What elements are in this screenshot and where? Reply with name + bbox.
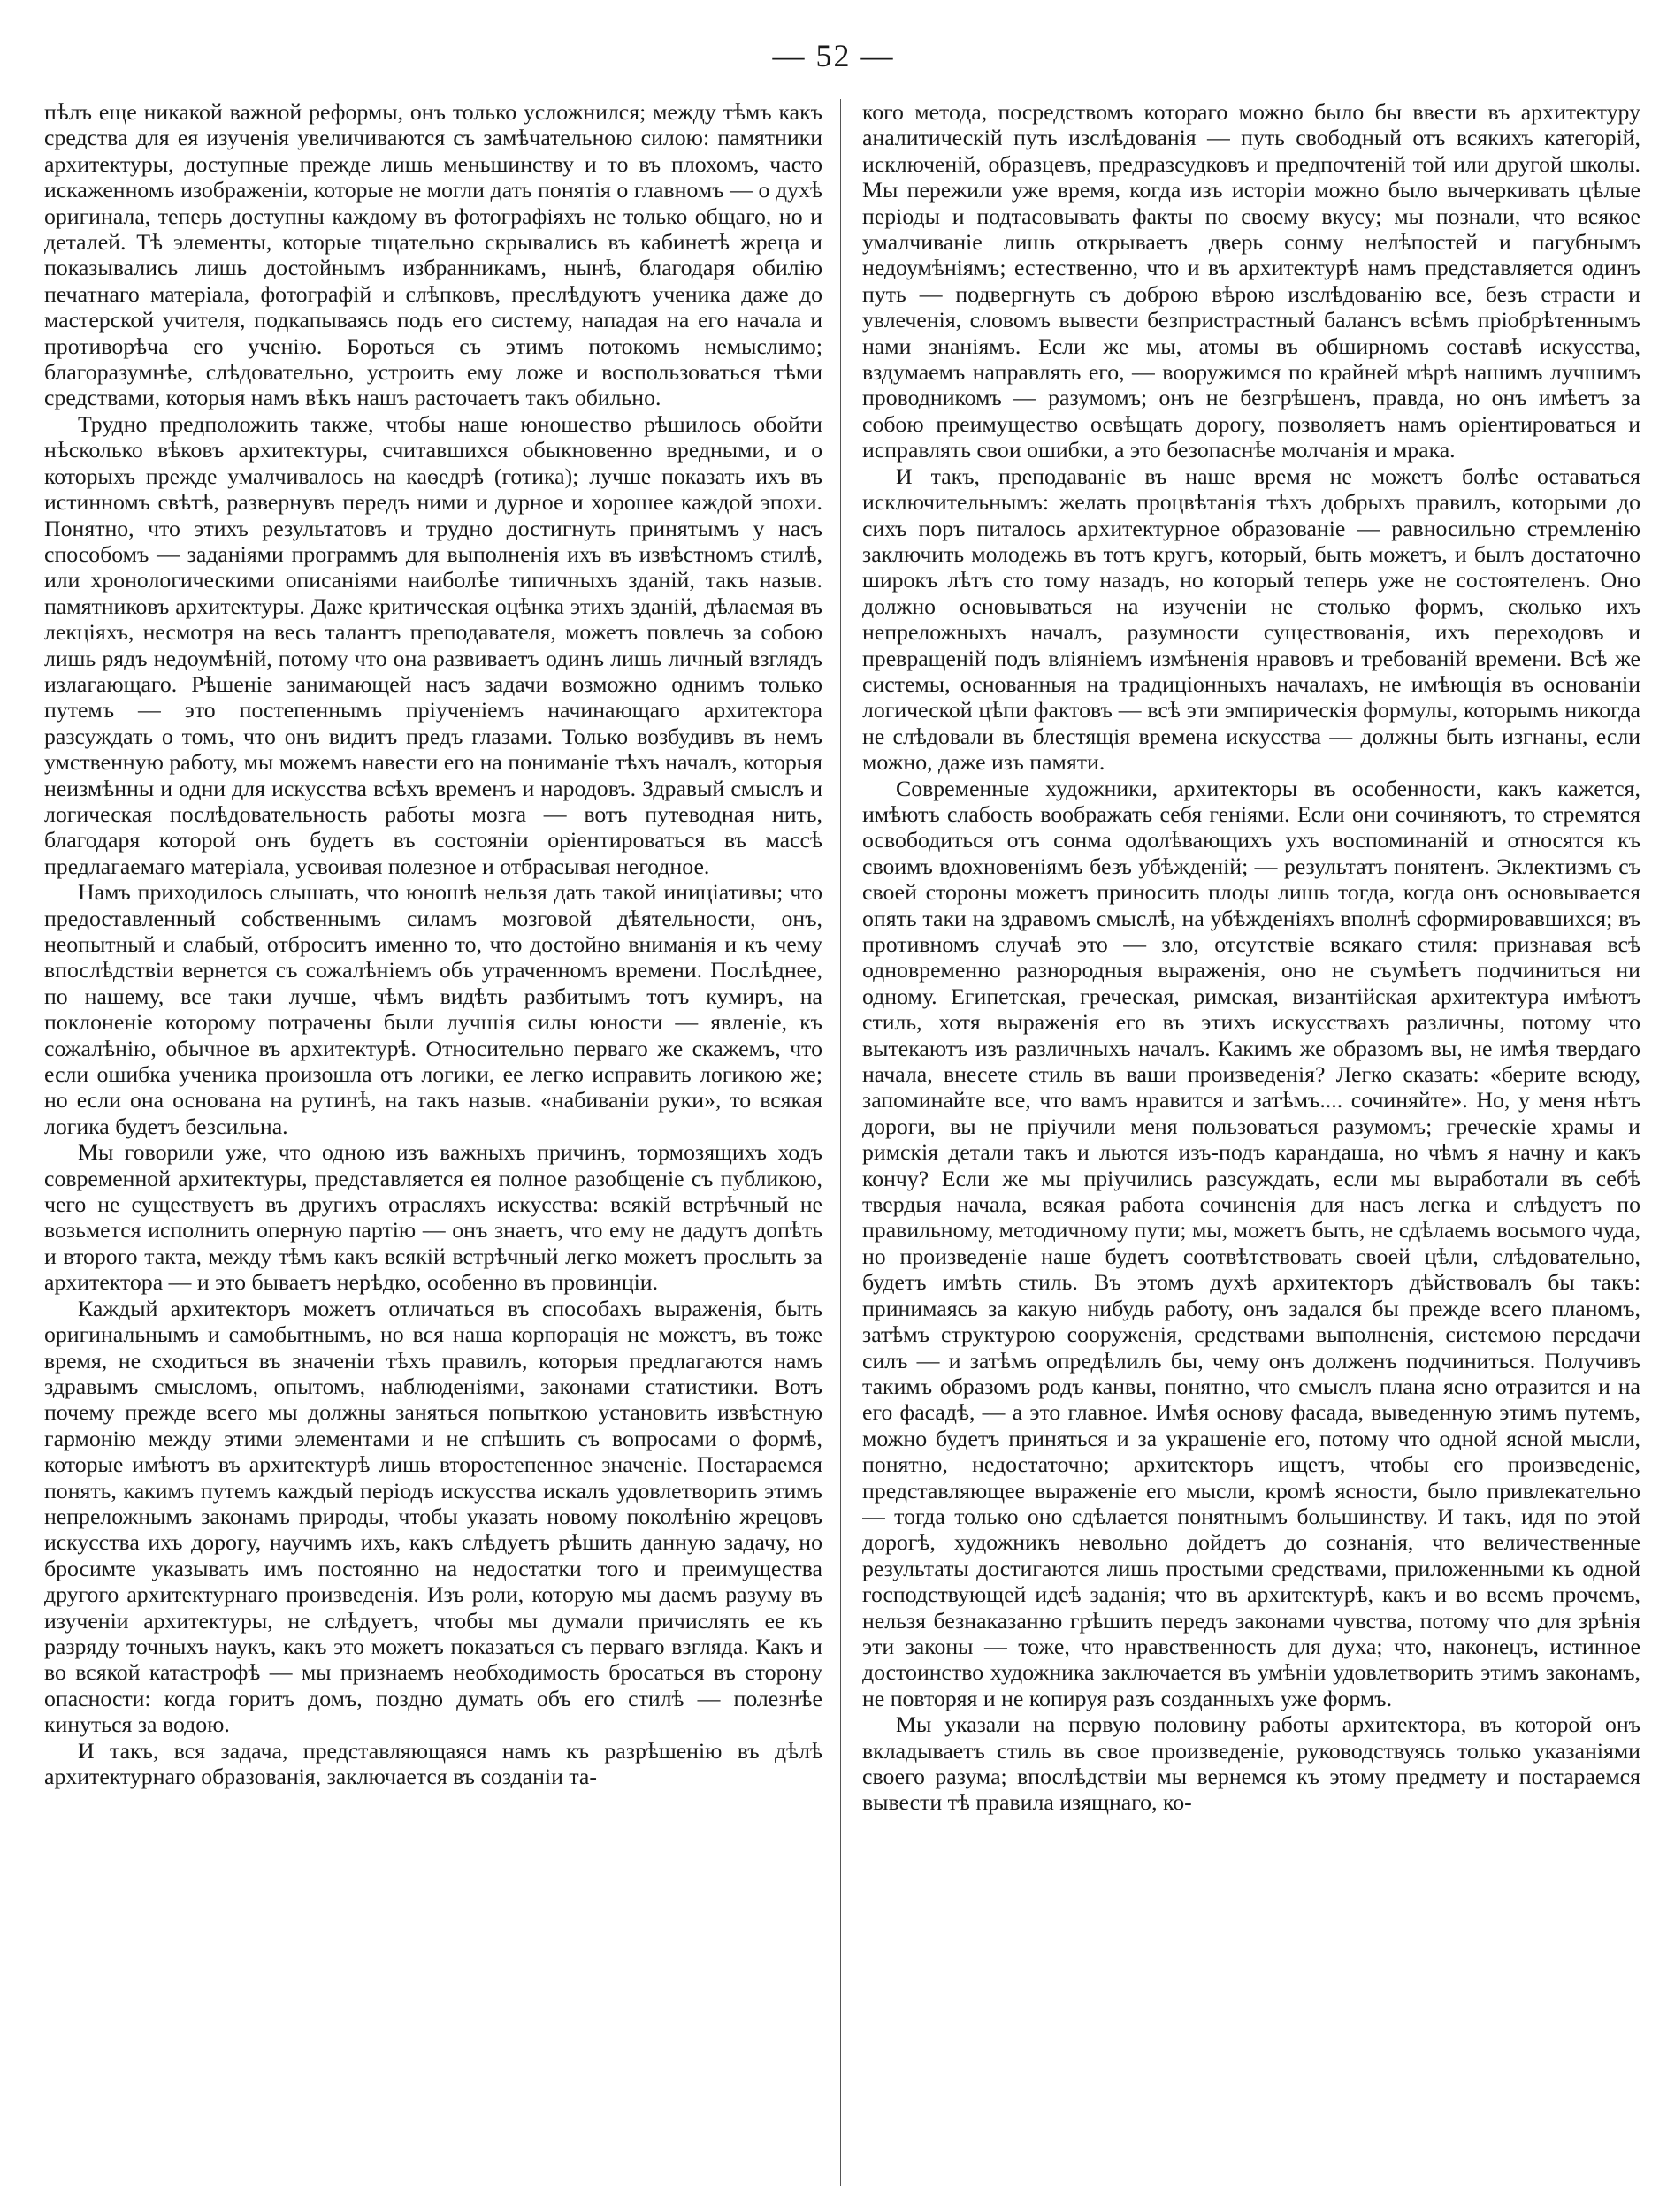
paragraph: Современные художники, архитекторы въ особенности, какъ кажется, имѣютъ слабость воображать себя геніями. Если они сочиняютъ, то стремятся освободиться отъ сонма одолѣвающихъ ухъ воспоминаній и относятся къ своимъ вдохновеніямъ безъ убѣжденій; — результатъ понятенъ. Эклектизмъ съ своей стороны можетъ приносить плоды лишь тогда, когда онъ основывается опять таки на здравомъ смыслѣ, на убѣжденіяхъ вполнѣ сформировавшихся; въ противномъ случаѣ это — зло, отсутствіе всякаго стиля: признавая всѣ одновременно разнородныя выраженія, оно не съумѣетъ подчиниться ни одному. Египетская, греческая, римская, византійская архитектура имѣютъ стиль, хотя выраженія его въ этихъ искусствахъ различны, потому что вытекаютъ изъ различныхъ началъ. Какимъ же образомъ вы, не имѣя твердаго начала, внесете стиль въ ваши произведенія? Легко сказать: «берите всюду, запоминайте все, что вамъ нравится и затѣмъ.... сочиняйте». Но, у меня нѣтъ дороги, вы не пріучили меня пользоваться разумомъ; греческіе храмы и римскія детали такъ и льются изъ-подъ карандаша, но чѣмъ я начну и какъ кончу? Если же мы пріучились разсуждать, если мы выработали въ себѣ твердыя начала, всякая работа сочиненія для насъ легка и слѣдуетъ по правильному, методичному пути; мы, можетъ быть, не сдѣлаемъ восьмого чуда, но произведеніе наше будетъ соотвѣтствовать своей цѣли, слѣдовательно, будетъ имѣть стиль. Въ этомъ духѣ архитекторъ дѣйствовалъ бы такъ: принимаясь за какую нибудь работу, онъ задался бы прежде всего планомъ, затѣмъ структурою сооруженія, средствами выполненія, системою передачи силъ — и затѣмъ опредѣлилъ бы, чему онъ долженъ подчиниться. Получивъ такимъ образомъ родъ канвы, понятно, что смыслъ плана ясно отразится и на его фасадѣ, — а это главное. Имѣя основу фасада, выведенную этимъ путемъ, можно будетъ приняться и за украшеніе его, потому что одной ясной мысли, понятно, недостаточно; архитекторъ ищетъ, чтобы его произведеніе, представляющее выраженіе его мысли, кромѣ ясности, было привлекательно — тогда только оно сдѣлается понятнымъ большинству. И такъ, идя по этой дорогѣ, художникъ невольно дойдетъ до сознанія, что величественные результаты достигаются лишь простыми средствами, приложенными къ одной господствующей идеѣ заданія; что въ архитектурѣ, какъ и во всемъ прочемъ, нельзя безнаказанно грѣшить передъ законами чувства, потому что для зрѣнія эти законы — тоже, что нравственность для духа; что, наконецъ, истинное достоинство художника заключается въ умѣніи удовлетворить этимъ законамъ, не повторяя и не копируя разъ созданныхъ уже формъ. [862, 775, 1640, 1711]
paragraph: Каждый архитекторъ можетъ отличаться въ способахъ выраженія, быть оригинальнымъ и самобытнымъ, но вся наша корпорація не можетъ, въ тоже время, не сходиться въ значеніи тѣхъ правилъ, которыя предлагаются намъ здравымъ смысломъ, опытомъ, наблюденіями, законами статистики. Вотъ почему прежде всего мы должны заняться попыткою установить извѣстную гармонію между этими элементами и не спѣшить съ вопросами о формѣ, которые имѣютъ въ архитектурѣ лишь второстепенное значеніе. Постараемся понять, какимъ путемъ каждый періодъ искусства искалъ удовлетворить этимъ непреложнымъ законамъ природы, чтобы указать новому поколѣнію жрецовъ искусства ихъ дорогу, научимъ ихъ, какъ слѣдуетъ рѣшить данную задачу, но бросимте указывать имъ постоянно на недостатки того и преимущества другого архитектурнаго произведенія. Изъ роли, которую мы даемъ разуму въ изученіи архитектуры, не слѣдуетъ, чтобы мы думали причислять ее къ разряду точныхъ наукъ, какъ это можетъ показаться съ перваго взгляда. Какъ и во всякой катастрофѣ — мы признаемъ необходимость бросаться въ сторону опасности: когда горитъ домъ, поздно думать объ его стилѣ — полезнѣе кинуться за водою. [44, 1295, 822, 1738]
paragraph: Намъ приходилось слышать, что юношѣ нельзя дать такой иниціативы; что предоставленный собственнымъ силамъ мозговой дѣятельности, онъ, неопытный и слабый, отброситъ именно то, что достойно вниманія и къ чему впослѣдствіи вернется съ сожалѣніемъ объ утраченномъ времени. Послѣднее, по нашему, все таки лучше, чѣмъ видѣть разбитымъ тотъ кумиръ, на поклоненіе которому потрачены были лучшія силы юности — явленіе, къ сожалѣнію, обычное въ архитектурѣ. Относительно перваго же скажемъ, что если ошибка ученика произошла отъ логики, ее легко исправить логикою же; но если она основана на рутинѣ, на такъ назыв. «набиваніи руки», то всякая логика будетъ безсильна. [44, 879, 822, 1139]
paragraph: кого метода, посредствомъ котораго можно было бы ввести въ архитектуру аналитическій путь изслѣдованія — путь свободный отъ всякихъ категорій, исключеній, образцевъ, предразсудковъ и предпочтеній той или другой школы. Мы пережили уже время, когда изъ исторіи можно было вычеркивать цѣлые періоды и подтасовывать факты по своему вкусу; мы познали, что всякое умалчиваніе лишь открываетъ дверь сонму нелѣпостей и пагубнымъ недоумѣніямъ; естественно, что и въ архитектурѣ намъ представляется одинъ путь — подвергнуть съ доброю вѣрою изслѣдованію все, безъ страсти и увлеченія, словомъ вывести безпристрастный балансъ всѣмъ пріобрѣтеннымъ нами знаніямъ. Если же мы, атомы въ обширномъ составѣ искусства, вздумаемъ направлять его, — вооружимся по крайней мѣрѣ нашимъ лучшимъ проводникомъ — разумомъ; онъ не безгрѣшенъ, правда, но онъ имѣетъ за собою преимущество освѣщать дорогу, позволяетъ намъ оріентироваться и исправлять свои ошибки, а это безопаснѣе молчанія и мрака. [862, 99, 1640, 463]
column-divider [840, 99, 841, 2186]
paragraph: Мы указали на первую половину работы архитектора, въ которой онъ вкладываетъ стиль въ свое произведеніе, руководствуясь только указаніями своего разума; впослѣдствіи мы вернемся къ этому предмету и постараемся вывести тѣ правила изящнаго, ко- [862, 1711, 1640, 1816]
paragraph: Мы говорили уже, что одною изъ важныхъ причинъ, тормозящихъ ходъ современной архитектуры, представляется ея полное разобщеніе съ публикою, чего не существуетъ въ другихъ отрасляхъ искусства: всякій встрѣчный не возьмется исполнить оперную партію — онъ знаетъ, что ему не дадутъ допѣть и второго такта, между тѣмъ какъ всякій встрѣчный легко можетъ прослыть за архитектора — и это бываетъ нерѣдко, особенно въ провинціи. [44, 1139, 822, 1296]
right-column [862, 99, 1640, 2195]
paragraph: И такъ, преподаваніе въ наше время не можетъ болѣе оставаться исключительнымъ: желать процвѣтанія тѣхъ добрыхъ правилъ, которыми до сихъ поръ питалось архитектурное образованіе — равносильно стремленію заключить молодежь въ тотъ кругъ, который, быть можетъ, и былъ достаточно широкъ лѣтъ сто тому назадъ, но который теперь уже не состоятеленъ. Оно должно основываться на изученіи не столько формъ, сколько ихъ непреложныхъ началъ, разумности существованія, ихъ переходовъ и превращеній подъ вліяніемъ измѣненія нравовъ и требованій времени. Всѣ же системы, основанныя на традиціонныхъ началахъ, не имѣющія въ основаніи логической цѣпи фактовъ — всѣ эти эмпирическія формулы, которымъ никогда не слѣдовали въ блестящія времена искусства — должны быть изгнаны, если можно, даже изъ памяти. [862, 463, 1640, 776]
paragraph: Трудно предположить также, чтобы наше юношество рѣшилось обойти нѣсколько вѣковъ архитектуры, считавшихся обыкновенно вредными, и о которыхъ прежде умалчивалось на каѳедрѣ (готика); лучше показать ихъ въ истинномъ свѣтѣ, развернувъ передъ ними и дурное и хорошее каждой эпохи. Понятно, что этихъ результатовъ и трудно достигнуть принятымъ у насъ способомъ — заданіями программъ для выполненія ихъ въ извѣстномъ стилѣ, или хронологическими описаніями наиболѣе типичныхъ зданій, такъ назыв. памятниковъ архитектуры. Даже критическая оцѣнка этихъ зданій, дѣлаемая въ лекціяхъ, несмотря на весь талантъ преподавателя, можетъ повлечь за собою лишь рядъ недоумѣній, потому что она развиваетъ одинъ лишь личный взглядъ излагающаго. Рѣшеніе занимающей насъ задачи возможно однимъ только путемъ — это постепеннымъ пріученіемъ начинающаго архитектора разсуждать о томъ, что онъ видитъ предъ глазами. Только возбудивъ въ немъ умственную работу, мы можемъ навести его на пониманіе тѣхъ началъ, которыя неизмѣнны и одни для искусства всѣхъ временъ и народовъ. Здравый смыслъ и логическая послѣдовательность работы мозга — вотъ путеводная нить, благодаря которой онъ будетъ въ состояніи оріентироваться въ массѣ предлагаемаго матеріала, усвоивая полезное и отбрасывая негодное. [44, 410, 822, 879]
page-number: — 52 — [772, 38, 895, 73]
left-column [44, 99, 822, 2195]
paragraph: пѣлъ еще никакой важной реформы, онъ только усложнился; между тѣмъ какъ средства для ея изученія увеличиваются съ замѣчательною силою: памятники архитектуры, доступные прежде лишь меньшинству и то въ плохомъ, часто искаженномъ изображеніи, которые не могли дать понятія о главномъ — о духѣ оригинала, теперь доступны каждому въ фотографіяхъ не только общаго, но и деталей. Тѣ элементы, которые тщательно скрывались въ кабинетѣ жреца и показывались лишь достойнымъ избранникамъ, нынѣ, благодаря обилію печатнаго матеріала, фотографій и слѣпковъ, преслѣдуютъ ученика даже до мастерской учителя, подкапываясь подъ его систему, нападая на его начала и противорѣча его ученію. Бороться съ этимъ потокомъ немыслимо; благоразумнѣе, слѣдовательно, устроить ему ложе и воспользоваться тѣми средствами, которыя намъ вѣкъ нашъ расточаетъ такъ обильно. [44, 99, 822, 411]
paragraph: И такъ, вся задача, представляющаяся намъ къ разрѣшенію въ дѣлѣ архитектурнаго образованія, заключается въ созданіи та- [44, 1737, 822, 1789]
